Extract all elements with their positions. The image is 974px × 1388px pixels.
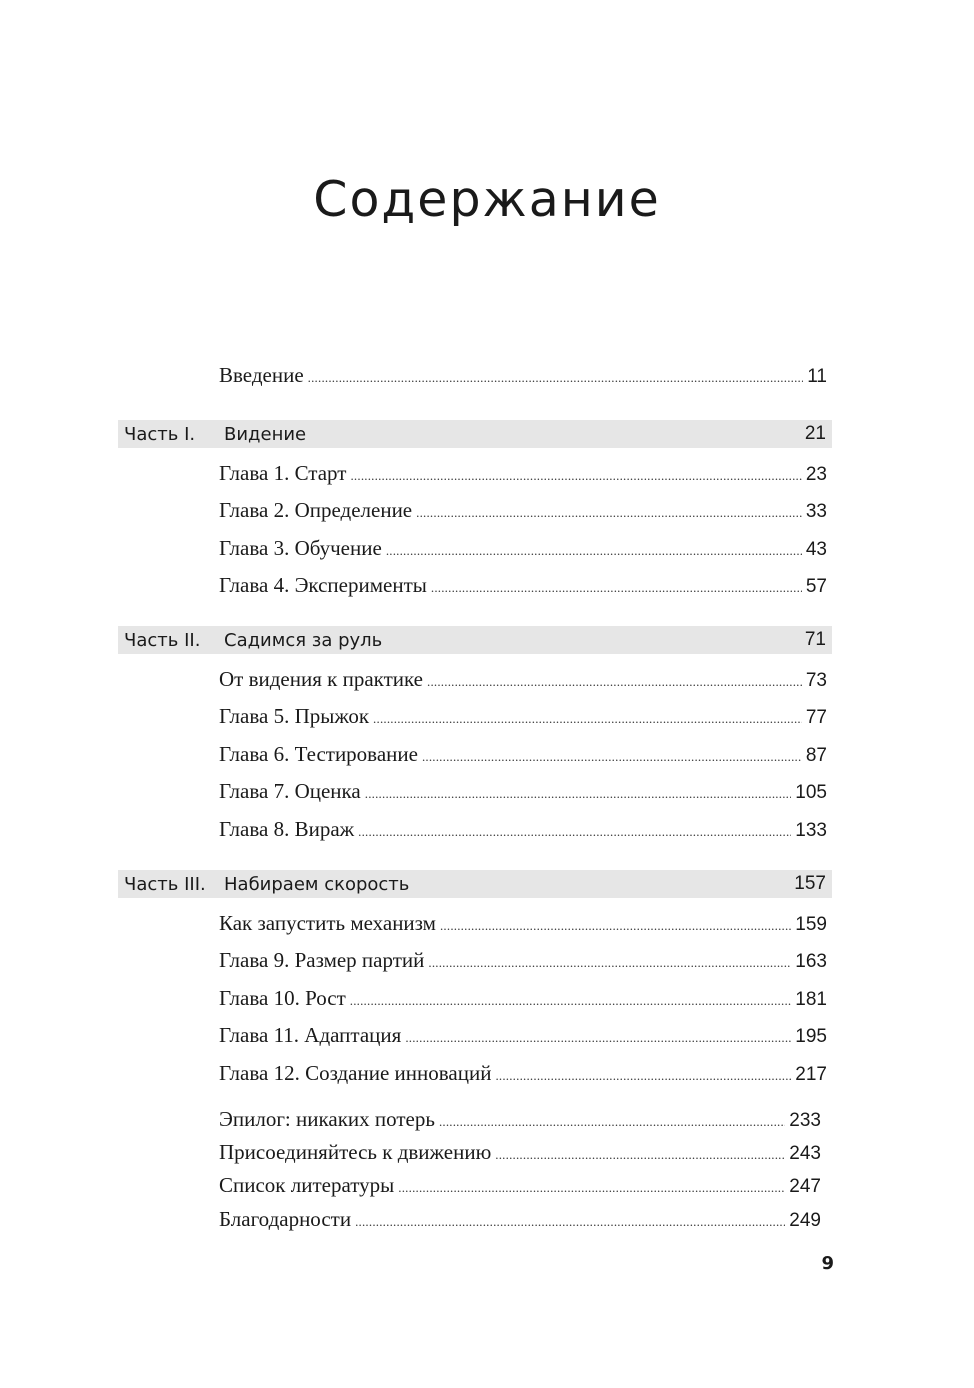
toc-entry-page: 23 bbox=[805, 464, 827, 485]
toc-entry-page: 217 bbox=[795, 1064, 827, 1085]
toc-entry-back-matter[interactable] bbox=[219, 1138, 821, 1166]
toc-entry-page: 233 bbox=[789, 1110, 821, 1131]
toc-entry-page: 73 bbox=[805, 670, 827, 691]
toc-entry[interactable] bbox=[219, 1021, 827, 1049]
toc-entry-page: 159 bbox=[795, 914, 827, 935]
toc-entry[interactable] bbox=[219, 496, 827, 524]
toc-entry-label: Введение bbox=[219, 363, 304, 387]
toc-entry[interactable] bbox=[219, 665, 827, 693]
part-title: Набираем скорость bbox=[224, 873, 410, 895]
dot-leader bbox=[308, 364, 804, 392]
toc-entry-page: 195 bbox=[795, 1026, 827, 1047]
toc-entry-page: 249 bbox=[789, 1210, 821, 1231]
toc-entry-label: Присоединяйтесь к движению bbox=[219, 1140, 492, 1164]
part-page: 71 bbox=[804, 629, 826, 650]
toc-entry-back-matter[interactable] bbox=[219, 1205, 821, 1233]
toc-entry-label: Глава 7. Оценка bbox=[219, 779, 361, 803]
toc-entry-page: 247 bbox=[789, 1176, 821, 1197]
toc-part-1[interactable] bbox=[118, 420, 832, 448]
toc-entry[interactable] bbox=[219, 702, 827, 730]
dot-leader bbox=[358, 818, 791, 846]
dot-leader bbox=[416, 499, 802, 527]
part-page: 157 bbox=[794, 873, 826, 894]
part-number: Часть I. bbox=[124, 423, 196, 445]
toc-entry[interactable] bbox=[219, 740, 827, 768]
toc-entry-label: Глава 10. Рост bbox=[219, 986, 346, 1010]
dot-leader bbox=[439, 1108, 785, 1136]
part-title: Садимся за руль bbox=[224, 629, 383, 651]
toc-entry[interactable] bbox=[219, 946, 827, 974]
toc-entry-label: Глава 12. Создание инноваций bbox=[219, 1061, 492, 1085]
dot-leader bbox=[355, 1208, 785, 1236]
dot-leader bbox=[428, 949, 791, 977]
toc-entry-label: От видения к практике bbox=[219, 667, 423, 691]
toc-entry-page: 57 bbox=[805, 576, 827, 597]
part-number: Часть III. bbox=[124, 873, 206, 895]
toc-entry-label: Глава 5. Прыжок bbox=[219, 704, 370, 728]
dot-leader bbox=[440, 912, 791, 940]
toc-entry-label: Эпилог: никаких потерь bbox=[219, 1107, 435, 1131]
toc-entry-page: 133 bbox=[795, 820, 827, 841]
dot-leader bbox=[365, 780, 792, 808]
toc-entry-page: 163 bbox=[795, 951, 827, 972]
dot-leader bbox=[386, 537, 802, 565]
toc-entry-intro[interactable] bbox=[219, 361, 827, 389]
toc-entry-page: 243 bbox=[789, 1143, 821, 1164]
toc-entry[interactable] bbox=[219, 984, 827, 1012]
toc-entry-label: Глава 9. Размер партий bbox=[219, 948, 425, 972]
toc-entry-label: Список литературы bbox=[219, 1173, 395, 1197]
dot-leader bbox=[350, 462, 801, 490]
toc-entry-back-matter[interactable] bbox=[219, 1105, 821, 1133]
toc-entry-label: Благодарности bbox=[219, 1207, 352, 1231]
dot-leader bbox=[495, 1062, 791, 1090]
toc-entry[interactable] bbox=[219, 909, 827, 937]
dot-leader bbox=[495, 1141, 785, 1169]
toc-entry-page: 77 bbox=[805, 707, 827, 728]
toc-entry-back-matter[interactable] bbox=[219, 1171, 821, 1199]
part-title: Видение bbox=[224, 423, 307, 445]
toc-entry-label: Глава 8. Вираж bbox=[219, 817, 355, 841]
toc-entry-label: Глава 11. Адаптация bbox=[219, 1023, 402, 1047]
dot-leader bbox=[427, 668, 802, 696]
page-title: Содержание bbox=[313, 171, 661, 228]
dot-leader bbox=[405, 1024, 791, 1052]
toc-entry-page: 33 bbox=[805, 501, 827, 522]
part-number: Часть II. bbox=[124, 629, 201, 651]
toc-entry-label: Глава 2. Определение bbox=[219, 498, 413, 522]
toc-entry-page: 181 bbox=[795, 989, 827, 1010]
toc-entry-page: 87 bbox=[805, 745, 827, 766]
toc-part-2[interactable] bbox=[118, 626, 832, 654]
toc-entry[interactable] bbox=[219, 459, 827, 487]
toc-entry-page: 43 bbox=[805, 539, 827, 560]
dot-leader bbox=[350, 987, 792, 1015]
dot-leader bbox=[422, 743, 802, 771]
toc-entry[interactable] bbox=[219, 777, 827, 805]
part-page: 21 bbox=[804, 423, 826, 444]
toc-entry-label: Глава 3. Обучение bbox=[219, 536, 382, 560]
toc-entry[interactable] bbox=[219, 815, 827, 843]
toc-entry[interactable] bbox=[219, 571, 827, 599]
dot-leader bbox=[398, 1174, 785, 1202]
toc-entry-page: 11 bbox=[807, 366, 827, 387]
dot-leader bbox=[373, 705, 802, 733]
toc-entry[interactable] bbox=[219, 1059, 827, 1087]
page-number: 9 bbox=[821, 1253, 834, 1274]
toc-entry-label: Глава 1. Старт bbox=[219, 461, 347, 485]
toc-entry-label: Как запустить механизм bbox=[219, 911, 436, 935]
toc-entry-label: Глава 4. Эксперименты bbox=[219, 573, 427, 597]
toc-entry-label: Глава 6. Тестирование bbox=[219, 742, 418, 766]
dot-leader bbox=[431, 574, 802, 602]
toc-entry-page: 105 bbox=[795, 782, 827, 803]
toc-part-3[interactable] bbox=[118, 870, 832, 898]
toc-entry[interactable] bbox=[219, 534, 827, 562]
